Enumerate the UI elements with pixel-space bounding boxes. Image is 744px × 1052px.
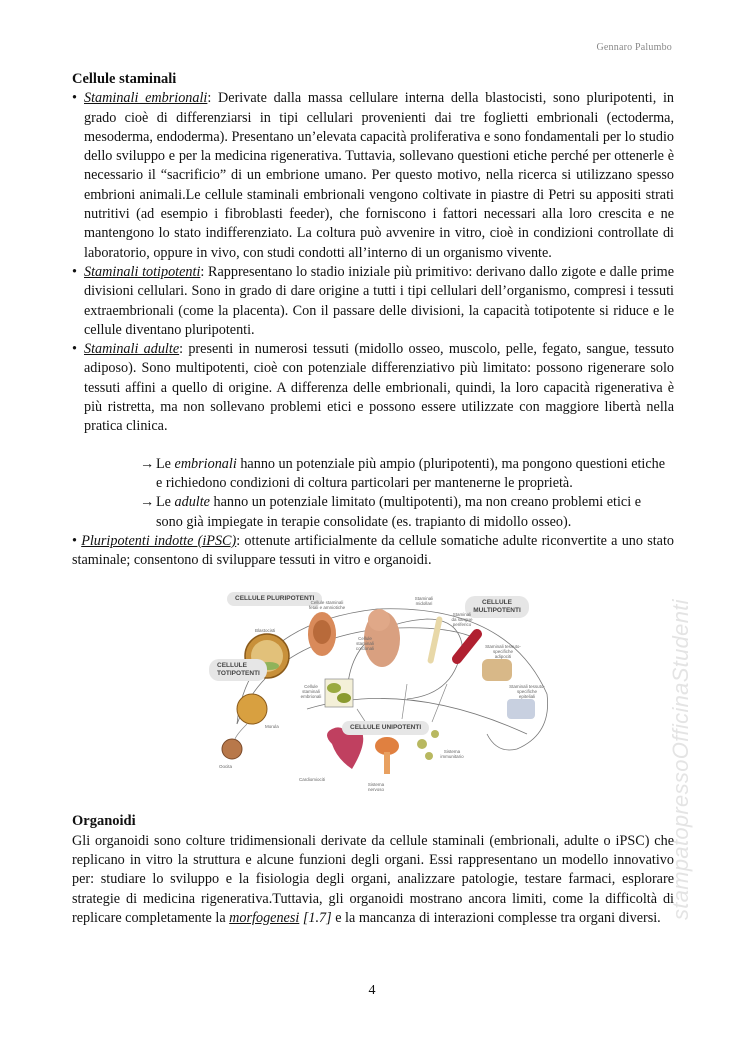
label-cellule-totipotenti: CELLULE TOTIPOTENTI (209, 659, 267, 681)
label-cordonali: Cellule staminali cordonali (355, 636, 375, 652)
comparison-notes (140, 455, 674, 532)
bullet-staminali-totipotenti (72, 263, 674, 340)
em-adulte: adulte (174, 494, 210, 511)
bullet-text: : Derivate dalla massa cellulare interna della blastocisti, sono pluripotenti, in grado cioè di differenziarsi in tipi cellulari provenienti dai tre foglietti embrionali (ectoderma, mesoderma, endoderma). Presentano un’elevata capacità proliferativa e sono fondamentali per lo studio dello sviluppo e per la medicina rigenerativa. Tuttavia, sollevano questioni etiche perché per ottenerle è necessario il “sacrificio” di un embrione umano. Per questo motivo, nella ricerca si utilizzano spesso embrioni animali.Le cellule staminali embrionali vengono coltivate in piastre di Petri su appositi strati nutritivi (ad esempio i fibroblasti feeder), che forniscono i fattori necessari alla loro crescita e ne mantengono lo stato indifferenziato. La coltura può avvenire in vitro, cioè in condizioni controllate di laboratorio, oppure in vivo, con studi condotti all’interno di un organismo vivente. (84, 90, 675, 261)
bullet-text: : presenti in numerosi tessuti (midollo osseo, muscolo, pelle, fegato, sangue, tessuto adiposo). Sono multipotenti, cioè con potenziale differenziativo più limitato: possono rigenerare solo tessuti affini a quello di origine. A differenza delle embrionali, quindi, la loro capacità rigenerativa è più ristretta, ma non sollevano problemi etici e possono essere utilizzate con maggiore libertà nella pratica clinica. (84, 341, 674, 435)
label-embrionali: Cellule staminali embrionali (300, 684, 322, 700)
label-cellule-unipotenti: CELLULE UNIPOTENTI (342, 721, 429, 735)
label-oocita: Oocita (219, 764, 233, 770)
term-staminali-adulte: Staminali adulte (84, 341, 180, 358)
note-adulte: → Le adulte hanno un potenziale limitato (multipotenti), ma non creano problemi etici e sono già impiegate in terapie consolidate (es. trapianto di midollo osseo). (140, 494, 641, 530)
label-midollari: Staminali midollari (414, 596, 434, 607)
label-cardiomiociti: Cardiomiociti (299, 777, 326, 783)
term-staminali-embrionali: Staminali embrionali (84, 90, 208, 107)
arrow-right-icon: → (140, 455, 155, 472)
label-cellule-pluripotenti: CELLULE PLURIPOTENTI (227, 592, 322, 606)
label-sangue: Staminali da sangue periferico (451, 612, 473, 628)
label-adipociti: Staminali tessuto-specifiche adipociti (485, 644, 521, 660)
term-ipsc: Pluripotenti indotte (iPSC) (81, 532, 237, 549)
em-embrionali: embrionali (174, 455, 237, 472)
label-sistema-nervoso: Sistema nervoso (367, 782, 385, 793)
section-title-organoidi: Organoidi (72, 813, 136, 830)
bullet-text: : Rappresentano lo stadio iniziale più primitivo: derivano dallo zigote e dalle prime divisioni cellulari. Sono in grado di dare origine a tutti i tipi cellulari dell’organismo, compresi i tessuti extraembrionali (come la placenta). Con il passare delle divisioni, la capacità totipotente si riduce e le cellule diventano pluripotenti. (84, 263, 674, 338)
arrow-right-icon: → (140, 494, 155, 511)
note-embrionali: → Le embrionali hanno un potenziale più ampio (pluripotenti), ma pongono questioni etiche e richiedono condizioni di coltura particolari per mantenerne le proprietà. (140, 455, 666, 491)
header-author: Gennaro Palumbo (596, 42, 672, 53)
bullet-staminali-embrionali (72, 89, 674, 263)
citation-ref: [1.7] (299, 909, 332, 926)
term-morfogenesi: morfogenesi (229, 909, 300, 926)
label-morula: Morula (265, 724, 279, 730)
term-staminali-totipotenti: Staminali totipotenti (84, 263, 201, 280)
page-content (72, 70, 674, 928)
page-number: 4 (368, 983, 376, 998)
paragraph-ipsc: • Pluripotenti indotte (iPSC): ottenute artificialmente da cellule somatiche adulte riconvertite a uno stato staminale; consentono di sviluppare tessuti in vitro e organoidi. (72, 532, 675, 569)
paragraph-organoidi: Gli organoidi sono colture tridimensionali derivate da cellule staminali (embrionali, adulte o iPSC) che replicano in vitro la struttura e alcune funzioni degli organi. Essi rappresentano un modello innovativo per: studiare lo sviluppo e la fisiologia degli organi, analizzare patologie, testare farmaci, esplorare strategie di medicina rigenerativa.Tuttavia, gli organoidi mostrano ancora limiti, come la difficoltà di replicare completamente la morfogenesi [1.7] e la mancanza di interazioni complesse tra organi diversi. (72, 832, 674, 926)
label-fetali: Cellule staminali fetali e amniotiche (308, 600, 346, 611)
label-epiteliali: Staminali tessuto-specifiche epiteliali (509, 684, 545, 700)
watermark: stampatopressoOfficinaStudenti (668, 599, 693, 920)
label-cellule-multipotenti: CELLULE MULTIPOTENTI (465, 596, 529, 618)
stem-cell-diagram (207, 584, 557, 794)
label-blastocisti: Blastocisti (255, 628, 276, 634)
section-title-cellule-staminali: Cellule staminali (72, 71, 177, 87)
bullet-staminali-adulte (72, 340, 674, 436)
label-sistema-immunitario: Sistema immunitario (440, 749, 464, 760)
